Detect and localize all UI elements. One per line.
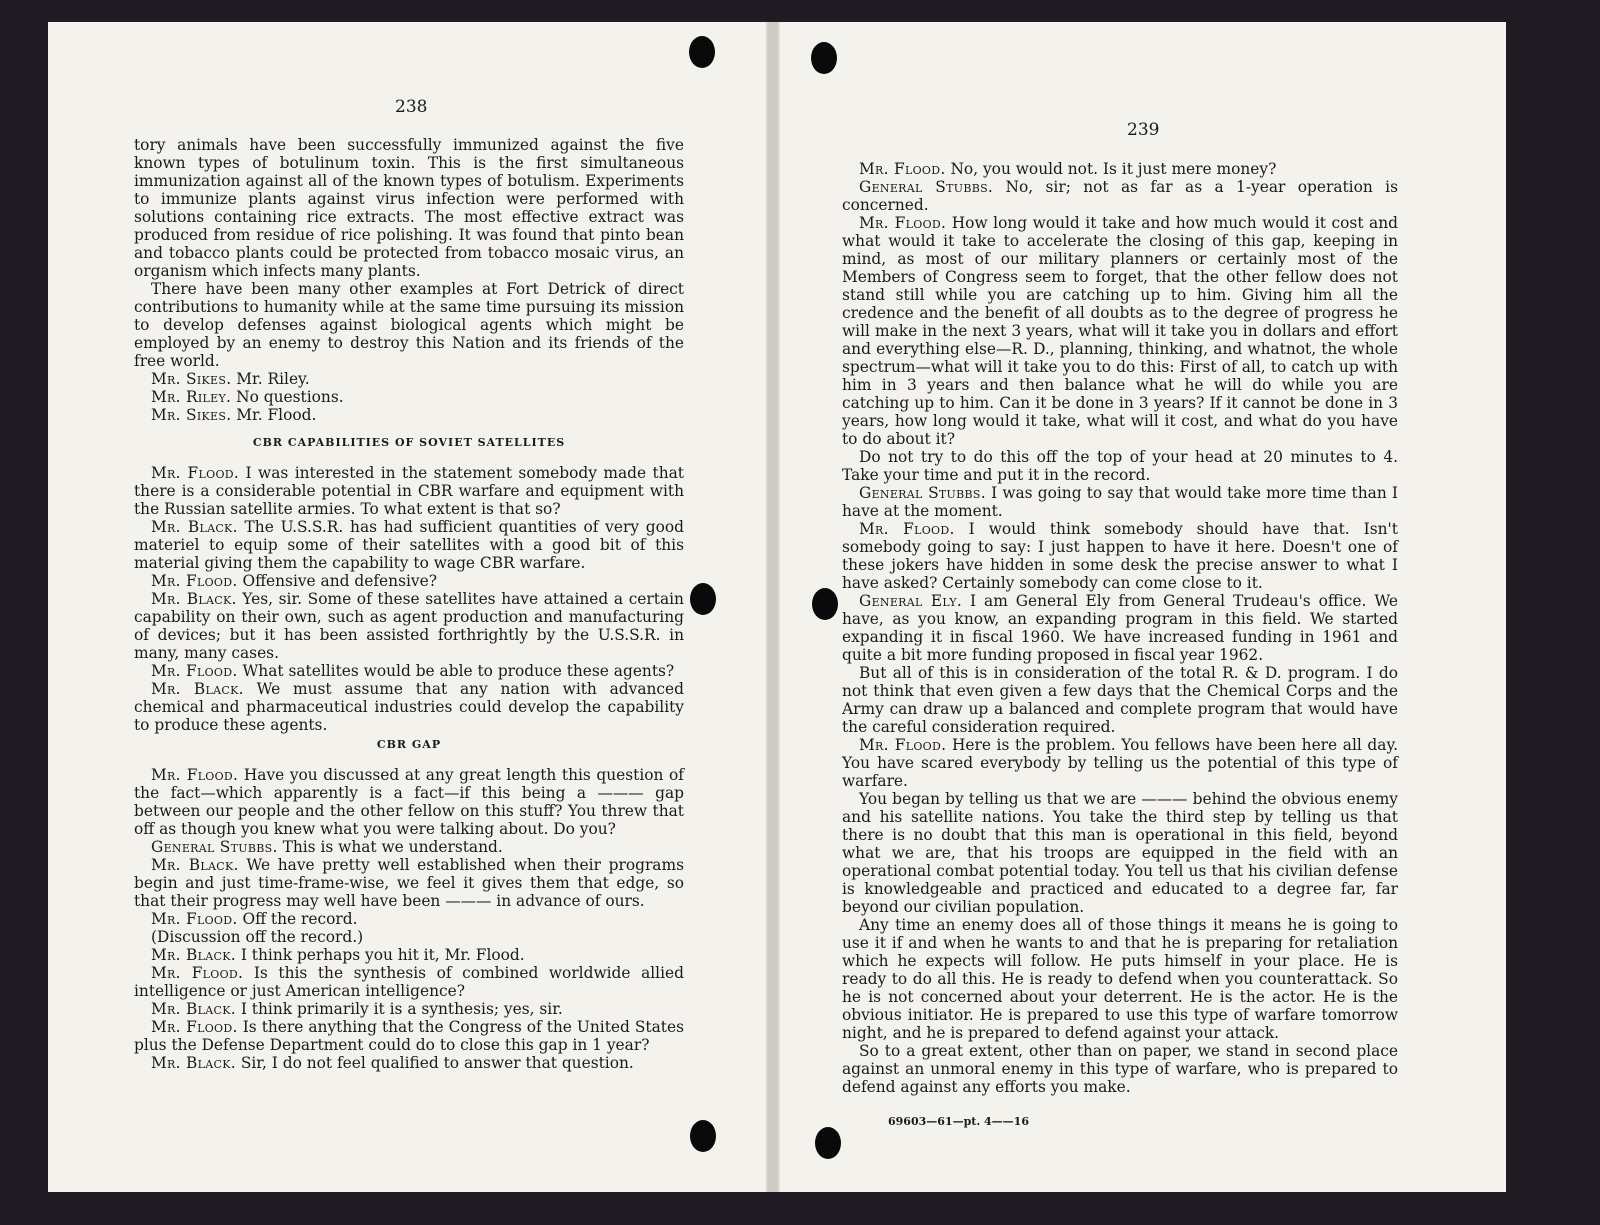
testimony-line <box>134 680 684 734</box>
testimony-line <box>134 946 684 964</box>
testimony-line <box>134 838 684 856</box>
page-number: 239 <box>1127 120 1160 140</box>
testimony-line <box>134 572 684 590</box>
right-page <box>778 22 1506 1192</box>
speaker: Mr. Flood. <box>151 1018 238 1036</box>
speaker: Mr. Flood. <box>151 662 238 680</box>
speaker: Mr. Black. <box>151 856 239 874</box>
speech: I think perhaps you hit it, Mr. Flood. <box>240 946 525 964</box>
footer-code: 69603—61—pt. 4——16 <box>888 1115 1029 1128</box>
speech: I am General Ely from General Trudeau's office. We have, as you know, an expanding program in this field. We started expanding it in fiscal 1960. We have increased funding in 1961 and quite a bit more funding proposed in fiscal year 1962. <box>842 592 1398 664</box>
speaker: Mr. Black. <box>151 680 244 698</box>
speaker: Mr. Flood. <box>151 464 240 482</box>
speaker: Mr. Black. <box>151 1054 236 1072</box>
speech: Is there anything that the Congress of the United States plus the Defense Department could do to close this gap in 1 year? <box>134 1018 684 1054</box>
speaker: Mr. Flood. <box>151 766 239 784</box>
testimony-line <box>842 790 1398 916</box>
right-text-column <box>842 160 1398 1096</box>
speech: No, you would not. Is it just mere money? <box>950 160 1277 178</box>
speech: No, sir; not as far as a 1-year operation is concerned. <box>842 178 1398 214</box>
speaker: Mr. Sikes. <box>151 370 232 388</box>
speech: Mr. Riley. <box>236 370 310 388</box>
testimony-line <box>842 1042 1398 1096</box>
binder-hole <box>690 583 716 615</box>
left-text-column <box>134 136 684 1072</box>
testimony-line <box>134 518 684 572</box>
testimony-line <box>134 1000 684 1018</box>
speaker: General Stubbs. <box>859 178 994 196</box>
speaker: Mr. Flood. <box>859 160 946 178</box>
speaker: Mr. Flood. <box>859 214 947 232</box>
speaker: Mr. Black. <box>151 1000 236 1018</box>
speaker: Mr. Riley. <box>151 388 232 406</box>
testimony-line <box>842 664 1398 736</box>
page-number: 238 <box>395 97 428 117</box>
section-heading: CBR CAPABILITIES OF SOVIET SATELLITES <box>252 436 566 449</box>
testimony-line <box>842 178 1398 214</box>
speech: No questions. <box>236 388 344 406</box>
testimony-line <box>842 484 1398 520</box>
speech: I would think somebody should have that. Isn't somebody going to say: I just happen to have it here. Doesn't one of these jokers have hidden in some desk the precise answer to what I have asked? Certainly somebody can come close to it. <box>842 520 1398 592</box>
speaker: Mr. Flood. <box>151 572 238 590</box>
speech: I was interested in the statement somebody made that there is a considerable potential in CBR warfare and equipment with the Russian satellite armies. To what extent is that so? <box>134 464 684 518</box>
speech: We must assume that any nation with advanced chemical and pharmaceutical industries could develop the capability to produce these agents. <box>134 680 684 734</box>
testimony-line <box>842 448 1398 484</box>
speaker: Mr. Flood. <box>151 964 244 982</box>
testimony-line <box>134 928 684 946</box>
speech: Any time an enemy does all of those things it means he is going to use it if and when he wants to and that he is preparing for retaliation which he expects will follow. He puts himself in your place. He is ready to do all this. He is ready to defend when you counterattack. So he is not concerned about your deterrent. He is the actor. He is the obvious initiator. He is prepared to use this type of warfare tomorrow night, and he is prepared to defend against your attack. <box>842 916 1398 1042</box>
testimony-line <box>134 1054 684 1072</box>
speaker: Mr. Flood. <box>859 736 947 754</box>
binder-hole <box>811 42 837 74</box>
speech: Yes, sir. Some of these satellites have attained a certain capability on their own, such as agent production and manufacturing of devices; but it has been assisted forthrightly by the U.S.S.R. in many, many cases. <box>134 590 684 662</box>
speaker: Mr. Sikes. <box>151 406 232 424</box>
paragraph: There have been many other examples at Fort Detrick of direct contributions to humanity while at the same time pursuing its mission to develop defenses against biological agents which might be employed by an enemy to destroy this Nation and its friends of the free world. <box>134 280 684 370</box>
speech: The U.S.S.R. has had sufficient quantities of very good materiel to equip some of their satellites with a good bit of this material giving them the capability to wage CBR warfare. <box>134 518 685 572</box>
speaker: Mr. Flood. <box>151 910 238 928</box>
speaker: General Ely. <box>859 592 963 610</box>
speech: Have you discussed at any great length this question of the fact—which apparently is a fact—if this being a ——— gap between our people and the other fellow on this stuff? You threw that off as though you knew what you were talking about. Do you? <box>134 766 684 838</box>
speech: We have pretty well established when their programs begin and just time-frame-wise, we feel it gives them that edge, so that their progress may well have been ——— in advance of ours. <box>134 856 684 910</box>
speaker: General Stubbs. <box>859 484 986 502</box>
binder-hole <box>812 588 838 620</box>
speaker: Mr. Black. <box>151 518 238 536</box>
testimony-line <box>842 160 1398 178</box>
binder-hole <box>815 1127 841 1159</box>
speech: Mr. Flood. <box>236 406 317 424</box>
speech: Here is the problem. You fellows have been here all day. You have scared everybody by telling us the potential of this type of warfare. <box>842 736 1398 790</box>
speech: I was going to say that would take more time than I have at the moment. <box>842 484 1398 520</box>
speaker: Mr. Black. <box>151 590 237 608</box>
speech: Offensive and defensive? <box>242 572 437 590</box>
speaker: Mr. Black. <box>151 946 236 964</box>
book-spine <box>768 22 778 1192</box>
speech: But all of this is in consideration of the total R. & D. program. I do not think that even given a few days that the Chemical Corps and the Army can draw up a balanced and complete program that would have the careful consideration required. <box>842 664 1398 736</box>
left-page <box>48 22 768 1192</box>
paragraph: tory animals have been successfully immunized against the five known types of botulinum toxin. This is the first simultaneous immunization against all of the known types of botulism. Experiments to immunize plants against virus infection were performed with solutions containing rice extracts. The most effective extract was produced from residue of rice polishing. It was found that pinto bean and tobacco plants could be protected from tobacco mosaic virus, an organism which infects many plants. <box>134 136 684 280</box>
testimony-line <box>842 214 1398 448</box>
speaker: Mr. Flood. <box>859 520 955 538</box>
testimony-line <box>134 910 684 928</box>
testimony-line <box>842 592 1398 664</box>
speech: So to a great extent, other than on paper, we stand in second place against an unmoral enemy in this type of warfare, who is prepared to defend against any efforts you make. <box>842 1042 1398 1096</box>
speech: You began by telling us that we are ——— behind the obvious enemy and his satellite nations. You take the third step by telling us that there is no doubt that this man is operational in this field, beyond what we are, that his troops are equipped in the field with an operational combat potential today. You tell us that his civilian defense is knowledgeable and practiced and educated to a degree far, far beyond our civilian population. <box>842 790 1398 916</box>
testimony-line <box>842 736 1398 790</box>
speech: How long would it take and how much would it cost and what would it take to accelerate the closing of this gap, keeping in mind, as most of our military planners or certainly most of the Members of Congress seem to forget, that the other fellow does not stand still while you are catching up to him. Giving him all the credence and the benefit of all doubts as to the degree of progress he will make in the next 3 years, what will it take you in dollars and effort and everything else—R. D., planning, thinking, and whatnot, the whole spectrum—what will it take you to do this: First of all, to catch up with him in 3 years and then balance what he will do while you are catching up to him. Can it be done in 3 years? If it cannot be done in 3 years, how long would it take, what will it cost, and what do you have to do about it? <box>842 214 1398 448</box>
testimony-line <box>134 388 684 406</box>
binder-hole <box>689 36 715 68</box>
testimony-line <box>134 590 684 662</box>
speech: Off the record. <box>242 910 358 928</box>
binder-hole <box>690 1120 716 1152</box>
testimony-line <box>842 916 1398 1042</box>
testimony-line <box>134 464 684 518</box>
testimony-line <box>134 1018 684 1054</box>
speech: I think primarily it is a synthesis; yes, sir. <box>240 1000 563 1018</box>
speech: Is this the synthesis of combined worldwide allied intelligence or just American intelligence? <box>134 964 684 1000</box>
testimony-line <box>134 406 684 424</box>
speech: What satellites would be able to produce these agents? <box>242 662 675 680</box>
speech: This is what we understand. <box>282 838 503 856</box>
speaker: General Stubbs. <box>151 838 278 856</box>
speech: (Discussion off the record.) <box>151 928 364 946</box>
testimony-line <box>134 662 684 680</box>
testimony-line <box>134 766 684 838</box>
section-heading: CBR GAP <box>376 738 442 751</box>
testimony-line <box>134 370 684 388</box>
testimony-line <box>134 856 684 910</box>
testimony-line <box>842 520 1398 592</box>
speech: Sir, I do not feel qualified to answer that question. <box>240 1054 634 1072</box>
speech: Do not try to do this off the top of your head at 20 minutes to 4. Take your time and put it in the record. <box>842 448 1398 484</box>
testimony-line <box>134 964 684 1000</box>
